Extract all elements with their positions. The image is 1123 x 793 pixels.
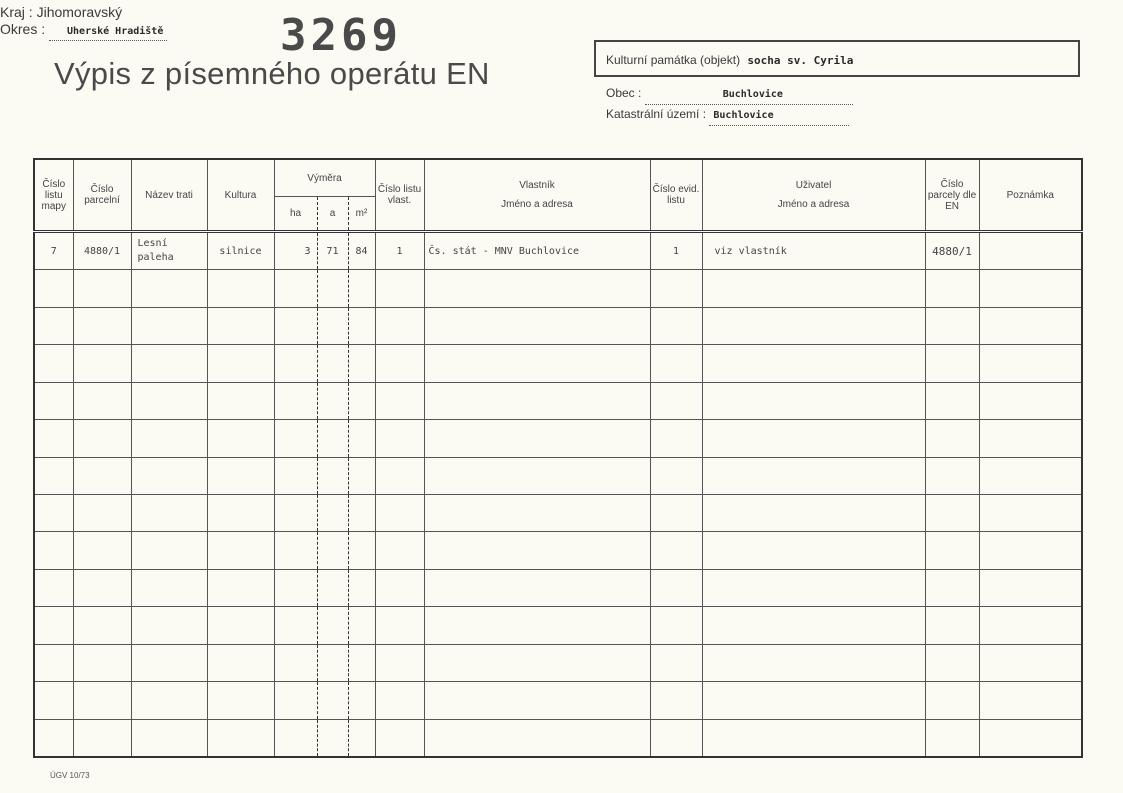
table-row [34, 270, 1082, 307]
header-poznamka: Poznámka [979, 159, 1082, 232]
obec-value: Buchlovice [645, 86, 853, 105]
header-cislo-parcelni: Číslo parcelní [73, 159, 131, 232]
ku-value: Buchlovice [709, 107, 849, 126]
monument-value: socha sv. Cyrila [747, 54, 854, 67]
page-title: Výpis z písemného operátu EN [54, 56, 490, 91]
location-info [606, 84, 853, 126]
header-vlastnik-sub: Jméno a adresa [501, 199, 573, 210]
table-row [34, 494, 1082, 531]
monument-box [594, 40, 1080, 77]
table-row [34, 532, 1082, 569]
ku-row [606, 105, 853, 126]
kraj-label: Kraj : [0, 4, 33, 20]
monument-label: Kulturní památka (objekt) [606, 53, 741, 67]
okres-label: Okres : [0, 21, 46, 37]
header-cislo-parcely-dle-en: Číslo parcely dle EN [925, 159, 979, 232]
header-cislo-listu-vlast: Číslo listu vlast. [375, 159, 424, 232]
cell-kultura: silnice [207, 232, 274, 270]
cell-vlastnik: Čs. stát - MNV Buchlovice [424, 232, 650, 270]
header-a: a [317, 197, 348, 232]
kraj-value: Jihomoravský [36, 4, 123, 20]
table-row [34, 382, 1082, 419]
header-row [34, 159, 1082, 197]
table-row [34, 607, 1082, 644]
header-vlastnik-title: Vlastník [519, 180, 555, 191]
header-nazev-trati: Název trati [131, 159, 207, 232]
header-kultura: Kultura [207, 159, 274, 232]
table-row [34, 682, 1082, 719]
okres-row [0, 21, 167, 41]
cell-list-mapy: 7 [34, 232, 73, 270]
table-row [34, 307, 1082, 344]
okres-value: Uherské Hradiště [49, 23, 167, 41]
header-uzivatel-title: Uživatel [795, 180, 832, 191]
header-cislo-evid-listu: Číslo evid. listu [650, 159, 702, 232]
obec-row [606, 84, 853, 105]
header-vymera: Výměra [274, 159, 375, 197]
cell-trat: Lesní paleha [131, 232, 207, 270]
header-uzivatel-sub: Jméno a adresa [777, 199, 850, 210]
ku-label: Katastrální území : [606, 107, 707, 121]
land-register-table [33, 158, 1083, 758]
cell-poznamka [979, 232, 1082, 270]
cell-parcela-en: 4880/1 [925, 232, 979, 270]
cell-a: 71 [317, 232, 348, 270]
table-row [34, 232, 1082, 270]
cell-uzivatel: viz vlastník [702, 232, 925, 270]
table-row [34, 457, 1082, 494]
header-cislo-listu-mapy: Číslo listu mapy [34, 159, 73, 232]
table-row [34, 719, 1082, 757]
region-info [0, 4, 167, 41]
cell-evid-list: 1 [650, 232, 702, 270]
kraj-row [0, 4, 167, 21]
form-code: ÚGV 10/73 [50, 771, 90, 780]
table-row [34, 345, 1082, 382]
header-uzivatel [702, 159, 925, 232]
header-vlastnik [424, 159, 650, 232]
table-row [34, 420, 1082, 457]
cell-list-vlast: 1 [375, 232, 424, 270]
obec-label: Obec : [606, 86, 642, 100]
header-ha: ha [274, 197, 317, 232]
cell-ha: 3 [274, 232, 317, 270]
table-row [34, 644, 1082, 681]
cell-parcela: 4880/1 [73, 232, 131, 270]
header-m2: m² [348, 197, 375, 232]
cell-m2: 84 [348, 232, 375, 270]
table-row [34, 569, 1082, 606]
stamp-number: 3269 [280, 10, 402, 61]
